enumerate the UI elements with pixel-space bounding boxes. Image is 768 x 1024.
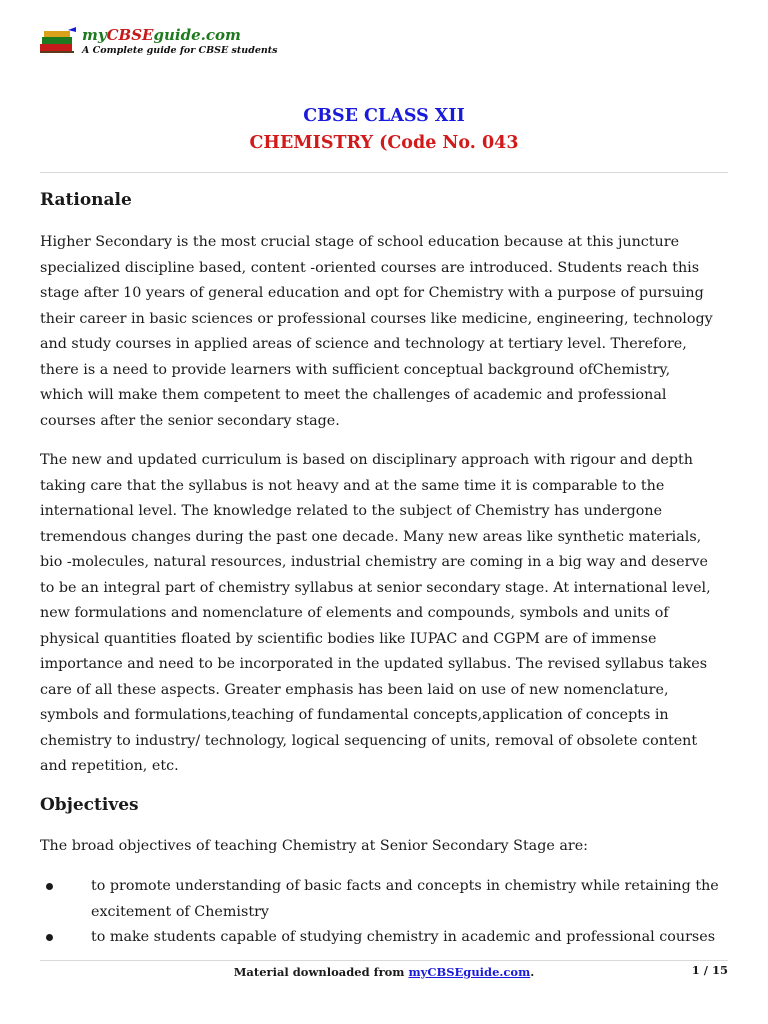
rationale-paragraph-1: Higher Secondary is the most crucial stage of school education because at this juncture specialized discipline based, content -oriented courses are introduced. Students reach this stage after 10 years of general education and opt for Chemistry with a purpose of pursuing their career in basic sciences or professional courses like medicine, engineering, technology and study courses in applied areas of science and technology at tertiary level. Therefore, there is a need to provide learners with sufficient conceptual background ofChemistry, which will make them competent to meet the challenges of academic and professional courses after the senior secondary stage. (40, 234, 713, 429)
objectives-intro: The broad objectives of teaching Chemistry at Senior Secondary Stage are: (40, 838, 589, 854)
objectives-heading: Objectives (40, 795, 139, 815)
objectives-list (44, 874, 734, 951)
list-item: to promote understanding of basic facts and concepts in chemistry while retaining the excitement of Chemistry (44, 874, 734, 925)
document-title: CBSE CLASS XII (303, 106, 465, 126)
document-subtitle: CHEMISTRY (Code No. 043 (249, 133, 519, 153)
bullet-icon (46, 934, 53, 941)
books-logo-icon (38, 26, 78, 56)
footer-site-link[interactable]: myCBSEguide.com (408, 965, 531, 979)
logo-tagline: A Complete guide for CBSE students (82, 45, 278, 56)
site-logo (38, 24, 298, 60)
footer-credit: Material downloaded from myCBSEguide.com. (233, 965, 535, 979)
page-number: 1 / 15 (691, 963, 728, 977)
header-divider (40, 172, 728, 173)
footer-divider (40, 960, 728, 961)
logo-wordmark: myCBSEguide.com (82, 26, 241, 44)
rationale-heading: Rationale (40, 190, 132, 210)
rationale-paragraph-2: The new and updated curriculum is based on disciplinary approach with rigour and depth taking care that the syllabus is not heavy and at the same time it is comparable to the international level. The knowledge related to the subject of Chemistry has undergone tremendous changes during the past one decade. Many new areas like synthetic materials, bio -molecules, natural resources, industrial chemistry are coming in a big way and deserve to be an integral part of chemistry syllabus at senior secondary stage. At international level, new formulations and nomenclature of elements and compounds, symbols and units of physical quantities floated by scientific bodies like IUPAC and CGPM are of immense importance and need to be incorporated in the updated syllabus. The revised syllabus takes care of all these aspects. Greater emphasis has been laid on use of new nomenclature, symbols and formulations,teaching of fundamental concepts,application of concepts in chemistry to industry/ technology, logical sequencing of units, removal of obsolete content and repetition, etc. (40, 452, 711, 774)
list-item: to make students capable of studying chemistry in academic and professional courses (44, 925, 734, 951)
bullet-icon (46, 883, 53, 890)
